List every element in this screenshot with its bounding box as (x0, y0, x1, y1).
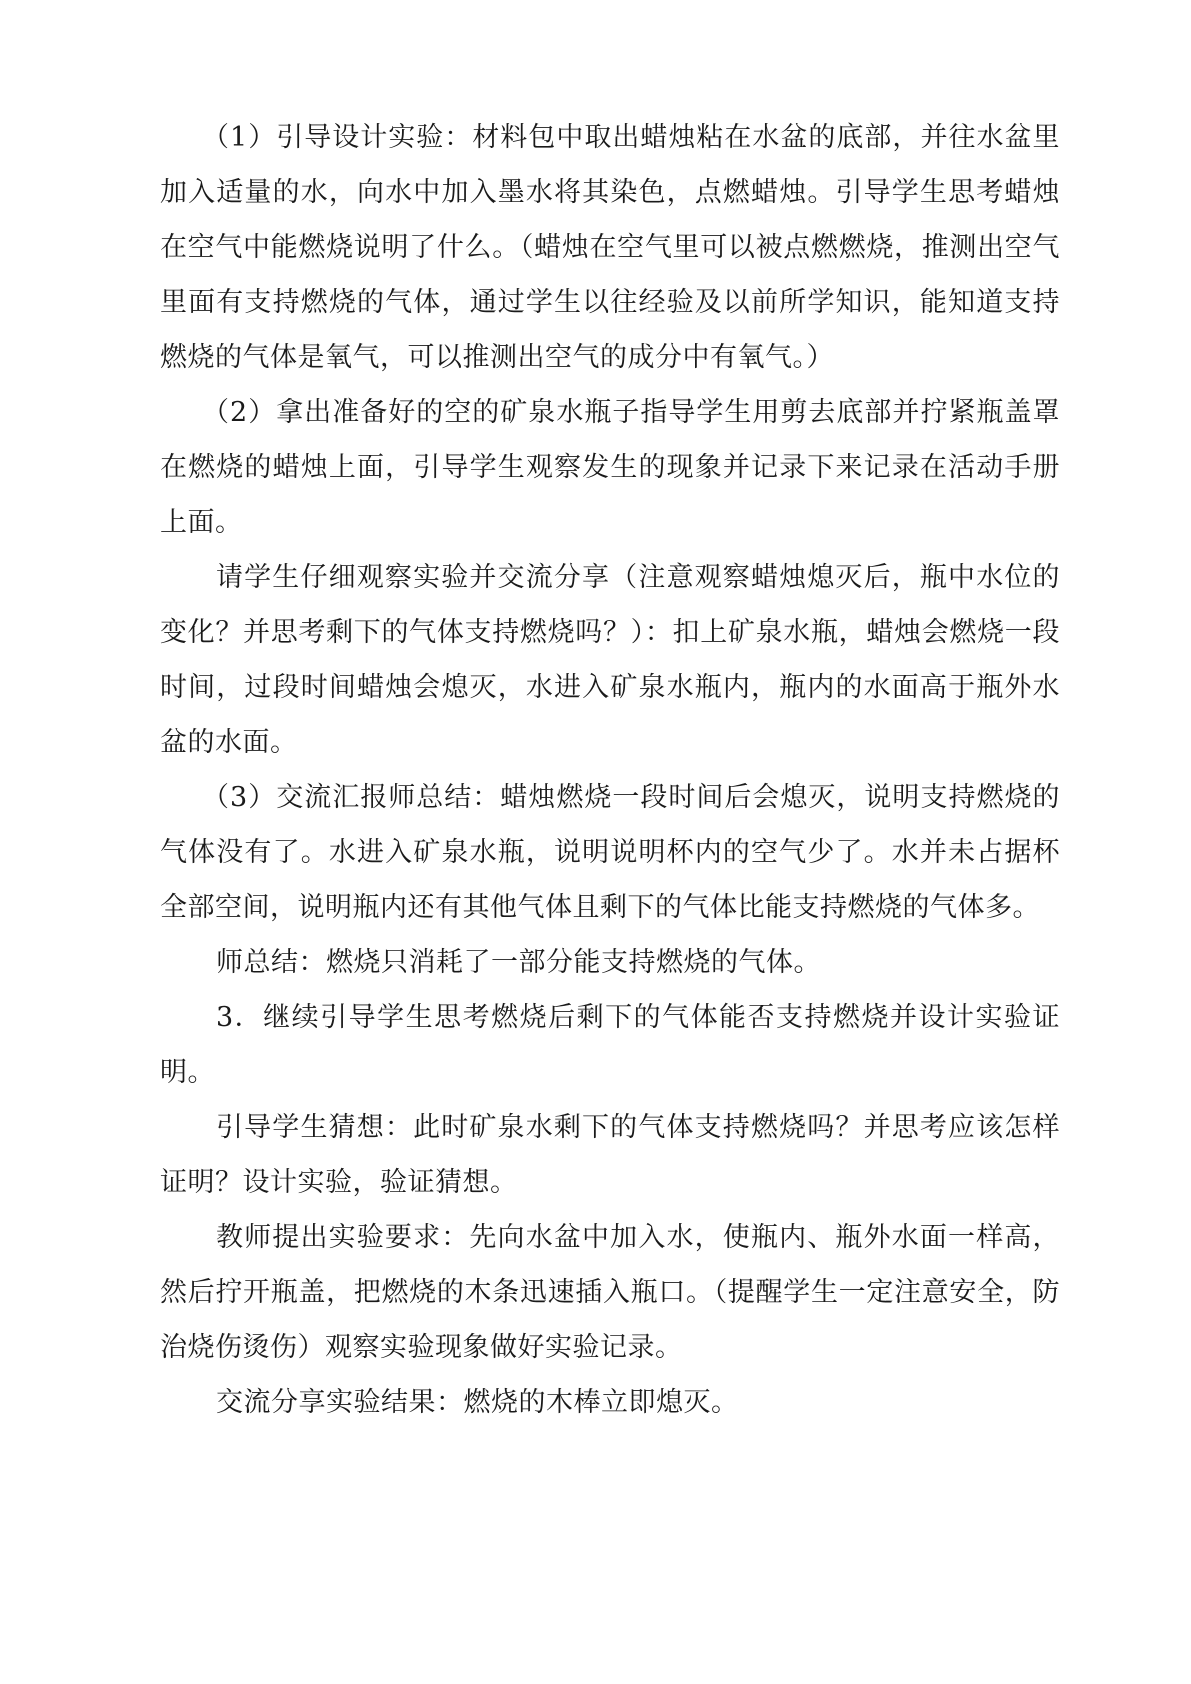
paragraph-teacher-summary: 师总结：燃烧只消耗了一部分能支持燃烧的气体。 (216, 947, 821, 978)
paragraph-step-3: （3）交流汇报师总结：蜡烛燃烧一段时间后会熄灭，说明支持燃烧的气体没有了。水进入矿泉水瓶，说明说明杯内的空气少了。水并未占据杯全部空间，说明瓶内还有其他气体且剩下的气体比能支持燃烧的气体多。 (160, 782, 1060, 923)
paragraph-step-2: （2）拿出准备好的空的矿泉水瓶子指导学生用剪去底部并拧紧瓶盖罩在燃烧的蜡烛上面，引导学生观察发生的现象并记录下来记录在活动手册上面。 (160, 397, 1060, 538)
paragraph-step-1: （1）引导设计实验：材料包中取出蜡烛粘在水盆的底部，并往水盆里加入适量的水，向水中加入墨水将其染色，点燃蜡烛。引导学生思考蜡烛在空气中能燃烧说明了什么。（蜡烛在空气里可以被点燃燃烧，推测出空气里面有支持燃烧的气体，通过学生以往经验及以前所学知识，能知道支持燃烧的气体是氧气，可以推测出空气的成分中有氧气。） (160, 122, 1060, 373)
paragraph-observation: 请学生仔细观察实验并交流分享（注意观察蜡烛熄灭后，瓶中水位的变化？并思考剩下的气体支持燃烧吗？）：扣上矿泉水瓶，蜡烛会燃烧一段时间，过段时间蜡烛会熄灭，水进入矿泉水瓶内，瓶内的水面高于瓶外水盆的水面。 (160, 562, 1060, 758)
paragraph-section-3: 3．继续引导学生思考燃烧后剩下的气体能否支持燃烧并设计实验证明。 (160, 1002, 1060, 1088)
document-body (160, 110, 1060, 1430)
paragraph-results: 交流分享实验结果：燃烧的木棒立即熄灭。 (216, 1387, 739, 1418)
paragraph-experiment-requirements: 教师提出实验要求：先向水盆中加入水，使瓶内、瓶外水面一样高，然后拧开瓶盖，把燃烧的木条迅速插入瓶口。（提醒学生一定注意安全，防治烧伤烫伤）观察实验现象做好实验记录。 (160, 1222, 1060, 1363)
paragraph-hypothesis: 引导学生猜想：此时矿泉水剩下的气体支持燃烧吗？并思考应该怎样证明？设计实验，验证猜想。 (160, 1112, 1060, 1198)
